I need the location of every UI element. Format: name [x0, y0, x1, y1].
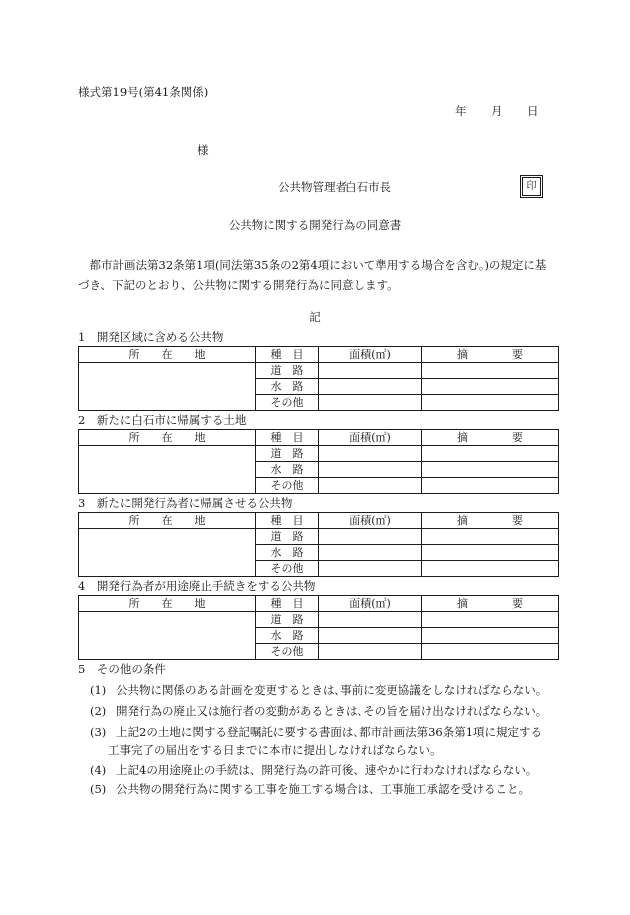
area-cell[interactable]: [319, 644, 422, 660]
section-2-heading: 2 新たに白石市に帰属する土地: [78, 413, 247, 427]
section-4-table: [78, 595, 559, 660]
header-area: 面積(㎡): [319, 596, 422, 612]
header-kind: 種 目: [256, 430, 319, 446]
area-cell[interactable]: [319, 395, 422, 411]
header-location: 所 在 地: [79, 513, 256, 529]
header-note: 摘 要: [422, 596, 559, 612]
kind-road: 道 路: [256, 363, 319, 379]
note-cell[interactable]: [422, 612, 559, 628]
kind-waterway: 水 路: [256, 545, 319, 561]
header-location: 所 在 地: [79, 430, 256, 446]
area-cell[interactable]: [319, 462, 422, 478]
issuer-name: 白石市長: [345, 180, 391, 194]
condition-item-continuation: 工事完了の届出をする日までに本市に提出しなければならない。: [108, 743, 442, 757]
location-cell[interactable]: [79, 363, 256, 411]
condition-item: (5) 公共物の開発行為に関する工事を施工する場合は、工事施工承認を受けること。: [90, 782, 530, 796]
body-paragraph: 都市計画法第32条第1項(同法第35条の2第4項において準用する場合を含む。)の規定に基づき、下記のとおり、公共物に関する開発行為に同意します。: [78, 258, 547, 292]
issuer-title: 公共物管理者: [278, 180, 347, 194]
note-cell[interactable]: [422, 478, 559, 494]
header-note: 摘 要: [422, 347, 559, 363]
kind-road: 道 路: [256, 612, 319, 628]
note-cell[interactable]: [422, 395, 559, 411]
kind-waterway: 水 路: [256, 379, 319, 395]
condition-item: (2) 開発行為の廃止又は施行者の変動があるときは､その旨を届け出なければならない。: [90, 704, 548, 718]
note-cell[interactable]: [422, 529, 559, 545]
kind-other: その他: [256, 561, 319, 577]
location-cell[interactable]: [79, 612, 256, 660]
location-cell[interactable]: [79, 446, 256, 494]
area-cell[interactable]: [319, 612, 422, 628]
area-cell[interactable]: [319, 379, 422, 395]
kind-waterway: 水 路: [256, 462, 319, 478]
area-cell[interactable]: [319, 478, 422, 494]
header-kind: 種 目: [256, 347, 319, 363]
note-cell[interactable]: [422, 561, 559, 577]
note-cell[interactable]: [422, 628, 559, 644]
kind-waterway: 水 路: [256, 628, 319, 644]
area-cell[interactable]: [319, 363, 422, 379]
header-kind: 種 目: [256, 596, 319, 612]
header-location: 所 在 地: [79, 347, 256, 363]
note-cell[interactable]: [422, 462, 559, 478]
date-day-label: 日: [527, 104, 539, 118]
header-kind: 種 目: [256, 513, 319, 529]
kind-other: その他: [256, 395, 319, 411]
kind-other: その他: [256, 478, 319, 494]
area-cell[interactable]: [319, 446, 422, 462]
ki-heading: 記: [309, 310, 321, 324]
note-cell[interactable]: [422, 545, 559, 561]
condition-item: (3) 上記2の土地に関する登記嘱託に要する書面は､都市計画法第36条第1項に規定する: [90, 725, 543, 739]
kind-other: その他: [256, 644, 319, 660]
area-cell[interactable]: [319, 545, 422, 561]
note-cell[interactable]: [422, 363, 559, 379]
kind-road: 道 路: [256, 529, 319, 545]
note-cell[interactable]: [422, 446, 559, 462]
area-cell[interactable]: [319, 529, 422, 545]
conditions-heading: 5 その他の条件: [78, 662, 166, 676]
header-location: 所 在 地: [79, 596, 256, 612]
area-cell[interactable]: [319, 561, 422, 577]
condition-item: (4) 上記4の用途廃止の手続は、開発行為の許可後、速やかに行わなければならない。: [90, 763, 538, 777]
seal-stamp: 印: [522, 177, 541, 196]
note-cell[interactable]: [422, 644, 559, 660]
section-1-table: [78, 346, 559, 411]
section-3-heading: 3 新たに開発行為者に帰属させる公共物: [78, 496, 293, 510]
note-cell[interactable]: [422, 379, 559, 395]
section-4-heading: 4 開発行為者が用途廃止手続きをする公共物: [78, 579, 316, 593]
date-month-label: 月: [491, 104, 503, 118]
header-area: 面積(㎡): [319, 347, 422, 363]
area-cell[interactable]: [319, 628, 422, 644]
location-cell[interactable]: [79, 529, 256, 577]
kind-road: 道 路: [256, 446, 319, 462]
addressee-suffix: 様: [197, 143, 209, 157]
section-3-table: [78, 512, 559, 577]
header-area: 面積(㎡): [319, 430, 422, 446]
header-note: 摘 要: [422, 430, 559, 446]
document-title: 公共物に関する開発行為の同意書: [228, 218, 402, 232]
section-2-table: [78, 429, 559, 494]
section-1-heading: 1 開発区域に含める公共物: [78, 330, 224, 344]
header-note: 摘 要: [422, 513, 559, 529]
date-year-label: 年: [455, 104, 467, 118]
header-area: 面積(㎡): [319, 513, 422, 529]
form-number: 様式第19号(第41条関係): [78, 85, 209, 99]
condition-item: (1) 公共物に関係のある計画を変更するときは､事前に変更協議をしなければならない。: [90, 683, 548, 697]
